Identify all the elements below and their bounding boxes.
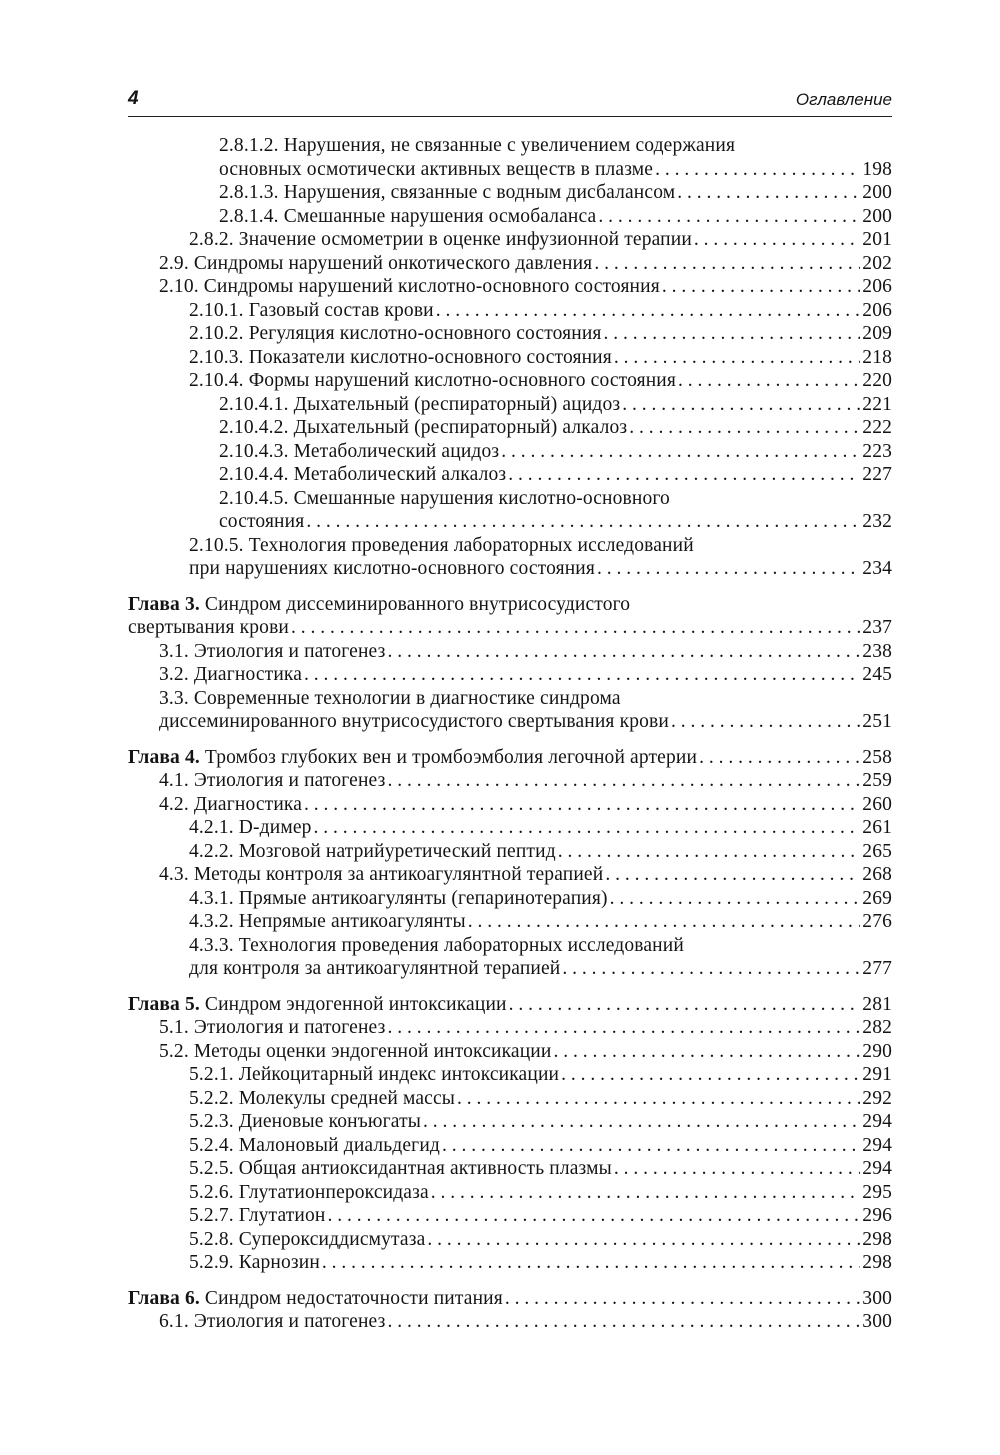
toc-entry-line	[159, 275, 892, 299]
toc-entry-first-line	[219, 487, 892, 511]
toc-page-number: 294	[862, 1134, 892, 1156]
toc-entry-line	[189, 1251, 892, 1275]
dot-leader	[614, 346, 860, 370]
dot-leader	[322, 1251, 860, 1275]
toc-entry-title-start: 3.3. Современные технологии в диагностике синдрома	[159, 687, 621, 709]
toc-entry	[128, 793, 892, 817]
toc-entry-title	[189, 557, 595, 581]
page-number: 4	[128, 88, 139, 109]
toc-entry	[128, 134, 892, 181]
toc-page-number: 237	[862, 617, 892, 638]
toc-entry-title	[189, 346, 612, 370]
toc-entry-title-start: 2.10.4.5. Смешанные нарушения кислотно-основного	[219, 487, 670, 509]
dot-leader	[306, 510, 860, 534]
toc-page-number: 277	[862, 958, 892, 979]
toc-page-number: 300	[862, 1287, 892, 1309]
toc-entry-line	[159, 793, 892, 817]
dot-leader	[671, 710, 860, 734]
toc-entry	[128, 1251, 892, 1275]
dot-leader	[605, 863, 860, 887]
toc-entry-title-text: 4.3. Методы контроля за антикоагулянтной терапией	[159, 864, 604, 885]
toc-entry-line	[189, 346, 892, 370]
toc-entry-title	[159, 252, 592, 276]
toc-entry-title-text: 2.10.4.4. Метаболический алкалоз	[219, 464, 507, 485]
toc-entry	[128, 487, 892, 534]
dot-leader	[387, 1310, 860, 1334]
toc-entry-title-text: 5.2.4. Малоновый диальдегид	[189, 1134, 440, 1156]
chapter-label: Глава 4.	[128, 746, 200, 768]
toc-entry-title-text: 4.2. Диагностика	[159, 793, 303, 815]
dot-leader	[442, 1134, 860, 1158]
toc-entry-line	[128, 1287, 892, 1311]
toc-page-number: 238	[862, 640, 892, 662]
toc-entry-title-text: свертывания крови	[128, 617, 290, 638]
toc-entry-line	[159, 863, 892, 887]
chapter-label: Глава 5.	[128, 993, 200, 1015]
dot-leader	[604, 322, 861, 346]
toc-entry-title-text: 5.2.3. Диеновые конъюгаты	[189, 1111, 422, 1132]
toc-page-number: 282	[862, 1017, 892, 1038]
dot-leader	[597, 557, 860, 581]
toc-entry-title-text: 2.9. Синдромы нарушений онкотического давления	[159, 252, 593, 274]
toc-page-number: 290	[862, 1040, 892, 1062]
dot-leader	[678, 369, 860, 393]
toc-page-number: 221	[862, 393, 892, 415]
toc-entry-title	[128, 993, 507, 1017]
toc-page-number: 258	[862, 746, 892, 768]
toc-entry-title	[189, 887, 608, 911]
toc-entry	[128, 346, 892, 370]
toc-chapter-entry	[128, 746, 892, 770]
toc-entry-line	[219, 393, 892, 417]
toc-entry-line	[219, 205, 892, 229]
toc-entry	[128, 1063, 892, 1087]
toc-entry-title-text: 2.10.4.3. Метаболический ацидоз	[219, 440, 500, 462]
toc-page-number: 276	[862, 911, 892, 932]
toc-entry	[128, 534, 892, 581]
dot-leader	[508, 463, 860, 487]
toc-entry-title-text: 5.2.8. Супероксиддисмутаза	[189, 1228, 426, 1250]
running-title: Оглавление	[795, 90, 892, 109]
toc-entry-title-text: 2.10.4.2. Дыхательный (респираторный) алкалоз	[219, 417, 628, 438]
dot-leader	[501, 440, 860, 464]
toc-entry-line	[189, 840, 892, 864]
dot-leader	[699, 746, 860, 770]
toc-entry-line	[189, 369, 892, 393]
toc-page-number: 265	[862, 840, 892, 862]
toc-page-number: 292	[862, 1087, 892, 1109]
toc-entry-title-text: 2.10.4.1. Дыхательный (респираторный) ацидоз	[219, 393, 621, 415]
toc-entry	[128, 393, 892, 417]
toc-entry-title-text: состояния	[219, 511, 305, 532]
dot-leader	[629, 416, 860, 440]
toc-entry	[128, 440, 892, 464]
toc-entry-line	[219, 181, 892, 205]
toc-entry-title-text: 2.10.2. Регуляция кислотно-основного состояния	[189, 323, 602, 344]
dot-leader	[505, 1287, 860, 1311]
toc-entry-line	[189, 1204, 892, 1228]
dot-leader	[387, 640, 860, 664]
toc-page-number: 218	[862, 346, 892, 368]
toc-entry-title-text: 2.8.1.4. Смешанные нарушения осмобаланса	[219, 205, 597, 227]
dot-leader	[622, 393, 860, 417]
toc-entry-title	[219, 181, 675, 205]
toc-entry-line	[159, 1310, 892, 1334]
dot-leader	[291, 616, 860, 640]
toc-entry-line	[189, 322, 892, 346]
toc-entry-title-start: 4.3.3. Технология проведения лабораторных исследований	[189, 934, 684, 956]
dot-leader	[304, 793, 860, 817]
toc-entry-line	[219, 416, 892, 440]
toc-entry-title-text: 5.2.9. Карнозин	[189, 1252, 320, 1273]
toc-entry-title-start: 2.8.1.2. Нарушения, не связанные с увеличением содержания	[219, 135, 736, 156]
toc-entry	[128, 1204, 892, 1228]
toc-entry-line	[189, 1181, 892, 1205]
toc-entry-title-start: Синдром диссеминированного внутрисосудистого	[204, 593, 631, 615]
toc-entry	[128, 275, 892, 299]
toc-entry-line	[189, 1110, 892, 1134]
toc-entry-title-text: 5.2.1. Лейкоцитарный индекс интоксикации	[189, 1064, 560, 1085]
toc-entry-first-line	[159, 687, 892, 711]
toc-entry-title	[189, 228, 692, 252]
dot-leader	[431, 1181, 861, 1205]
toc-entry-title	[189, 1251, 320, 1275]
dot-leader	[553, 1040, 860, 1064]
toc-page-number: 294	[862, 1111, 892, 1132]
toc-entry-line	[219, 463, 892, 487]
table-of-contents	[128, 134, 892, 1334]
toc-entry-line	[159, 710, 892, 734]
toc-entry-title	[189, 1157, 612, 1181]
dot-leader	[598, 205, 860, 229]
dot-leader	[436, 299, 861, 323]
toc-entry	[128, 1040, 892, 1064]
dot-leader	[314, 816, 861, 840]
toc-entry	[128, 252, 892, 276]
toc-page-number: 206	[862, 276, 892, 297]
toc-entry-title-start: 2.10.5. Технология проведения лабораторных исследований	[189, 534, 694, 556]
dot-leader	[509, 993, 861, 1017]
toc-entry-title-text: 3.2. Диагностика	[159, 664, 303, 685]
toc-page-number: 294	[862, 1158, 892, 1179]
toc-entry-line	[128, 993, 892, 1017]
toc-page-number: 223	[862, 440, 892, 462]
toc-entry-line	[189, 1063, 892, 1087]
toc-entry-title-text: 5.1. Этиология и патогенез	[159, 1017, 386, 1038]
page-header	[128, 86, 892, 117]
toc-entry-title-text: 2.8.1.3. Нарушения, связанные с водным дисбалансом	[219, 182, 676, 203]
toc-entry-title-text: 3.1. Этиология и патогенез	[159, 640, 386, 662]
dot-leader	[562, 957, 860, 981]
toc-entry	[128, 1134, 892, 1158]
toc-entry	[128, 205, 892, 229]
toc-entry	[128, 1310, 892, 1334]
toc-entry-title	[159, 1016, 385, 1040]
chapter-label: Глава 6.	[128, 1287, 200, 1309]
toc-page-number: 222	[862, 417, 892, 438]
toc-page-number: 201	[862, 229, 892, 250]
toc-entry-title	[159, 275, 660, 299]
toc-entry-line	[159, 252, 892, 276]
toc-entry-line	[219, 510, 892, 534]
toc-entry	[128, 322, 892, 346]
toc-entry-title	[159, 663, 302, 687]
toc-entry-title	[128, 1287, 503, 1311]
toc-entry-title-text: диссеминированного внутрисосудистого свертывания крови	[159, 711, 669, 732]
dot-leader	[427, 1228, 860, 1252]
toc-entry-title-text: 4.1. Этиология и патогенез	[159, 770, 386, 791]
toc-entry-title-text: 2.8.2. Значение осмометрии в оценке инфузионной терапии	[189, 229, 692, 250]
toc-entry-title-text: 5.2.6. Глутатионпероксидаза	[189, 1181, 429, 1203]
toc-entry-title-text: Тромбоз глубоких вен и тромбоэмболия легочной артерии	[204, 746, 698, 768]
toc-entry-title	[159, 640, 385, 664]
toc-page-number: 281	[862, 993, 892, 1015]
toc-entry-title	[159, 769, 385, 793]
toc-entry-line	[128, 746, 892, 770]
toc-entry-title	[189, 369, 676, 393]
toc-page-number: 206	[862, 299, 892, 321]
toc-entry	[128, 1157, 892, 1181]
toc-entry-title	[159, 1040, 551, 1064]
toc-page-number: 296	[862, 1205, 892, 1226]
toc-entry	[128, 416, 892, 440]
toc-page-number: 295	[862, 1181, 892, 1203]
toc-page-number: 291	[862, 1064, 892, 1085]
toc-entry-title-text: 5.2. Методы оценки эндогенной интоксикации	[159, 1040, 552, 1062]
toc-entry-title	[128, 746, 697, 770]
toc-entry-title	[159, 1310, 385, 1334]
toc-entry	[128, 840, 892, 864]
toc-entry-title	[189, 840, 556, 864]
toc-entry-title	[219, 463, 506, 487]
toc-entry-title-text: 5.2.7. Глутатион	[189, 1205, 326, 1226]
toc-entry-title-text: 4.2.2. Мозговой натрийуретический пептид	[189, 840, 556, 862]
toc-page-number: 232	[862, 511, 892, 532]
toc-page-number: 202	[862, 252, 892, 274]
dot-leader	[457, 1087, 860, 1111]
toc-entry	[128, 863, 892, 887]
toc-entry-title	[219, 158, 653, 182]
toc-entry-title-text: 4.3.1. Прямые антикоагулянты (гепаринотерапия)	[189, 887, 608, 909]
toc-entry-line	[159, 640, 892, 664]
toc-page-number: 209	[862, 323, 892, 344]
toc-entry-title	[159, 710, 669, 734]
toc-entry-title-text: Синдром эндогенной интоксикации	[204, 993, 507, 1015]
toc-entry-line	[189, 816, 892, 840]
toc-entry	[128, 1016, 892, 1040]
toc-page-number: 269	[862, 887, 892, 909]
toc-entry-line	[189, 957, 892, 981]
chapter-label: Глава 3.	[128, 593, 200, 615]
dot-leader	[655, 158, 860, 182]
toc-entry-line	[189, 910, 892, 934]
toc-entry-title	[189, 910, 466, 934]
toc-entry	[128, 228, 892, 252]
toc-entry	[128, 816, 892, 840]
toc-page-number: 298	[862, 1252, 892, 1273]
toc-entry-line	[159, 1040, 892, 1064]
toc-entry-title	[189, 957, 560, 981]
dot-leader	[387, 1016, 860, 1040]
toc-entry-line	[219, 440, 892, 464]
toc-entry	[128, 181, 892, 205]
toc-entry-line	[189, 1087, 892, 1111]
toc-entry	[128, 887, 892, 911]
toc-entry-line	[189, 557, 892, 581]
toc-entry-title-text: для контроля за антикоагулянтной терапией	[189, 958, 561, 979]
toc-entry	[128, 463, 892, 487]
toc-entry-first-line	[189, 934, 892, 958]
toc-entry-title-text: при нарушениях кислотно-основного состояния	[189, 558, 596, 579]
toc-entry-title	[128, 616, 289, 640]
dot-leader	[423, 1110, 860, 1134]
toc-entry	[128, 934, 892, 981]
toc-page-number: 200	[862, 182, 892, 203]
toc-entry-title	[189, 299, 434, 323]
toc-page-number: 200	[862, 205, 892, 227]
toc-entry-first-line	[219, 134, 892, 158]
toc-chapter-entry	[128, 593, 892, 640]
dot-leader	[677, 181, 860, 205]
toc-entry-title	[189, 816, 312, 840]
toc-entry-title-text: 4.2.1. D-димер	[189, 817, 312, 838]
toc-entry-title-text: 2.10.3. Показатели кислотно-основного состояния	[189, 346, 612, 368]
toc-entry-title-text: основных осмотически активных веществ в плазме	[219, 158, 654, 180]
dot-leader	[594, 252, 860, 276]
toc-page-number: 227	[862, 464, 892, 485]
dot-leader	[468, 910, 861, 934]
toc-entry-title-text: 2.10.4. Формы нарушений кислотно-основного состояния	[189, 370, 677, 391]
toc-entry-line	[189, 299, 892, 323]
toc-entry-title	[159, 793, 302, 817]
toc-entry-title	[189, 1110, 421, 1134]
dot-leader	[561, 1063, 860, 1087]
toc-entry-line	[189, 1157, 892, 1181]
toc-entry-line	[159, 1016, 892, 1040]
toc-chapter-entry	[128, 993, 892, 1017]
toc-entry-title	[219, 510, 304, 534]
toc-entry-line	[189, 1228, 892, 1252]
toc-entry-title	[189, 1204, 326, 1228]
toc-page-number: 234	[862, 558, 892, 579]
toc-page-number: 245	[862, 664, 892, 685]
toc-entry-line	[189, 1134, 892, 1158]
toc-page-number: 298	[862, 1228, 892, 1250]
dot-leader	[694, 228, 860, 252]
toc-entry-title-text: 6.1. Этиология и патогенез	[159, 1311, 386, 1332]
toc-chapter-entry	[128, 1287, 892, 1311]
toc-entry	[128, 1228, 892, 1252]
dot-leader	[328, 1204, 861, 1228]
toc-entry-title	[189, 1181, 429, 1205]
toc-entry-title	[189, 1087, 455, 1111]
toc-entry-title	[219, 393, 620, 417]
toc-entry-title	[219, 416, 627, 440]
toc-entry	[128, 1110, 892, 1134]
toc-entry	[128, 1181, 892, 1205]
toc-entry	[128, 369, 892, 393]
toc-page-number: 268	[862, 864, 892, 885]
dot-leader	[387, 769, 860, 793]
toc-entry-first-line	[189, 534, 892, 558]
toc-entry	[128, 299, 892, 323]
toc-page-number: 198	[862, 158, 892, 180]
dot-leader	[610, 887, 861, 911]
toc-entry	[128, 640, 892, 664]
toc-entry-title-text: 4.3.2. Непрямые антикоагулянты	[189, 911, 466, 932]
toc-entry-title-text: 2.10. Синдромы нарушений кислотно-основного состояния	[159, 276, 660, 297]
toc-entry-line	[159, 663, 892, 687]
toc-page-number: 260	[862, 793, 892, 815]
toc-entry-title-text: 5.2.5. Общая антиоксидантная активность плазмы	[189, 1158, 612, 1179]
toc-page-number: 220	[862, 370, 892, 391]
dot-leader	[304, 663, 860, 687]
toc-entry-title	[189, 322, 602, 346]
toc-entry-line	[189, 228, 892, 252]
toc-entry-title-text: Синдром недостаточности питания	[204, 1287, 503, 1309]
toc-entry-title	[189, 1134, 440, 1158]
toc-entry	[128, 663, 892, 687]
toc-entry-first-line	[128, 593, 892, 617]
dot-leader	[662, 275, 860, 299]
toc-entry	[128, 687, 892, 734]
toc-entry-title-text: 2.10.1. Газовый состав крови	[189, 299, 434, 321]
toc-entry-line	[219, 158, 892, 182]
toc-entry-title-text: 5.2.2. Молекулы средней массы	[189, 1087, 456, 1109]
toc-entry-title	[159, 863, 603, 887]
toc-entry-line	[189, 887, 892, 911]
dot-leader	[614, 1157, 860, 1181]
toc-entry	[128, 769, 892, 793]
toc-entry-title	[219, 205, 596, 229]
toc-page-number: 261	[862, 817, 892, 838]
dot-leader	[558, 840, 861, 864]
toc-page-number: 259	[862, 770, 892, 791]
toc-page-number: 300	[862, 1311, 892, 1332]
toc-entry-title	[219, 440, 499, 464]
toc-entry-title	[189, 1063, 559, 1087]
toc-entry	[128, 1087, 892, 1111]
toc-entry-line	[159, 769, 892, 793]
toc-page-number: 251	[862, 711, 892, 732]
toc-entry-line	[128, 616, 892, 640]
toc-entry	[128, 910, 892, 934]
toc-entry-title	[189, 1228, 425, 1252]
